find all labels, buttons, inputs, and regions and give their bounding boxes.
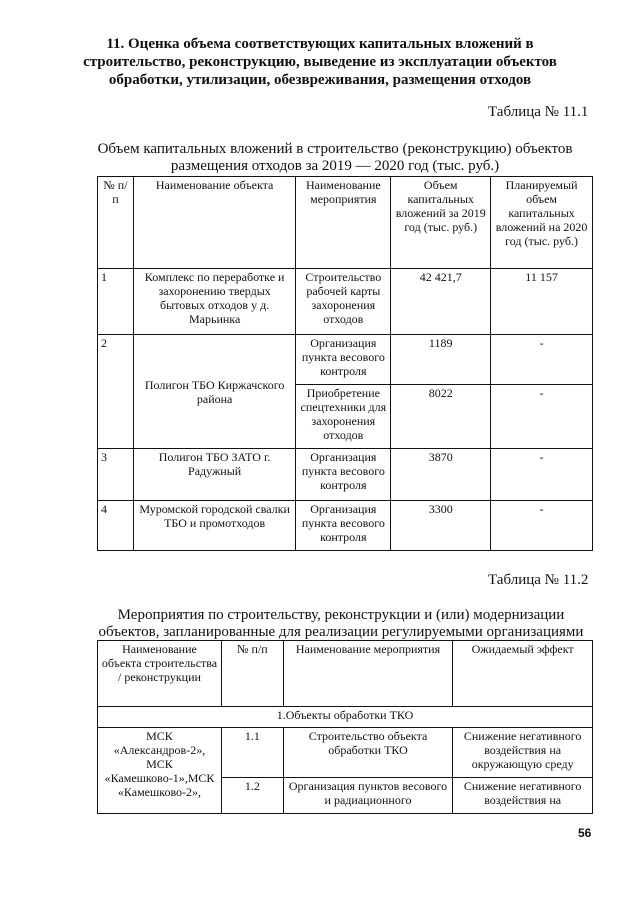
row-2020: 11 157 [491, 269, 593, 335]
table-row [98, 269, 593, 335]
row-2019: 42 421,7 [391, 269, 491, 335]
row-2019: 3870 [391, 449, 491, 501]
row-num: 3 [98, 449, 134, 501]
row-measure: Организация пункта весового контроля [296, 449, 391, 501]
header-object: Наименование объекта строительства / реконструкции [98, 641, 222, 707]
header-2020: Планируемый объем капитальных вложений на 2020 год (тыс. руб.) [491, 177, 593, 269]
header-measure: Наименование мероприятия [283, 641, 453, 707]
table-header-row [98, 641, 593, 707]
row-measure: Приобретение спецтехники для захоронения отходов [296, 385, 391, 449]
row-object: Комплекс по переработке и захоронению твердых бытовых отходов у д. Марьинка [133, 269, 295, 335]
section-row-label: 1.Объекты обработки ТКО [98, 707, 593, 728]
header-num: № п/п [221, 641, 283, 707]
header-effect: Ожидаемый эффект [453, 641, 593, 707]
table-11-1-title: Объем капитальных вложений в строительство (реконструкцию) объектов размещения отходов за 2019 — 2020 год (тыс. руб.) [97, 141, 573, 174]
row-2020: - [491, 385, 593, 449]
row-2019: 3300 [391, 501, 491, 551]
row-object: Муромской городской свалки ТБО и промотходов [133, 501, 295, 551]
table-header-row [98, 177, 593, 269]
header-num: № п/п [98, 177, 134, 269]
row-2020: - [491, 335, 593, 385]
row-2020: - [491, 449, 593, 501]
row-measure: Строительство объекта обработки ТКО [283, 728, 453, 778]
row-measure: Организация пункта весового контроля [296, 335, 391, 385]
row-num: 4 [98, 501, 134, 551]
row-num: 2 [98, 335, 134, 449]
section-heading: 11. Оценка объема соответствующих капитальных вложений в строительство, реконструкцию, выведение из эксплуатации объектов обработки, утилизации, обезвреживания, размещения отходов [83, 36, 557, 88]
row-effect: Снижение негативного воздействия на окружающую среду [453, 728, 593, 778]
table-row [98, 501, 593, 551]
header-2019: Объем капитальных вложений за 2019 год (тыс. руб.) [391, 177, 491, 269]
table-row [98, 449, 593, 501]
row-measure: Организация пункта весового контроля [296, 501, 391, 551]
row-num: 1.1 [221, 728, 283, 778]
row-num: 1.2 [221, 778, 283, 814]
row-2020: - [491, 501, 593, 551]
table-11-2 [97, 640, 593, 814]
row-object: МСК «Александров-2», МСК «Камешково-1»,МСК «Камешково-2», [98, 728, 222, 814]
row-object: Полигон ТБО Киржачского района [133, 335, 295, 449]
table-row [98, 335, 593, 385]
table-11-2-title: Мероприятия по строительству, реконструкции и (или) модернизации объектов, запланированные для реализации регулируемыми организациями [98, 607, 584, 640]
row-measure: Строительство рабочей карты захоронения отходов [296, 269, 391, 335]
row-2019: 1189 [391, 335, 491, 385]
row-num: 1 [98, 269, 134, 335]
row-measure: Организация пунктов весового и радиационного [283, 778, 453, 814]
table-11-1-label: Таблица № 11.1 [488, 104, 589, 120]
table-11-1 [97, 176, 593, 551]
section-row [98, 707, 593, 728]
row-effect: Снижение негативного воздействия на [453, 778, 593, 814]
header-measure: Наименование мероприятия [296, 177, 391, 269]
table-11-2-label: Таблица № 11.2 [488, 572, 589, 588]
table-row [98, 728, 593, 778]
row-2019: 8022 [391, 385, 491, 449]
row-object: Полигон ТБО ЗАТО г. Радужный [133, 449, 295, 501]
page-number: 56 [578, 826, 592, 840]
header-object: Наименование объекта [133, 177, 295, 269]
